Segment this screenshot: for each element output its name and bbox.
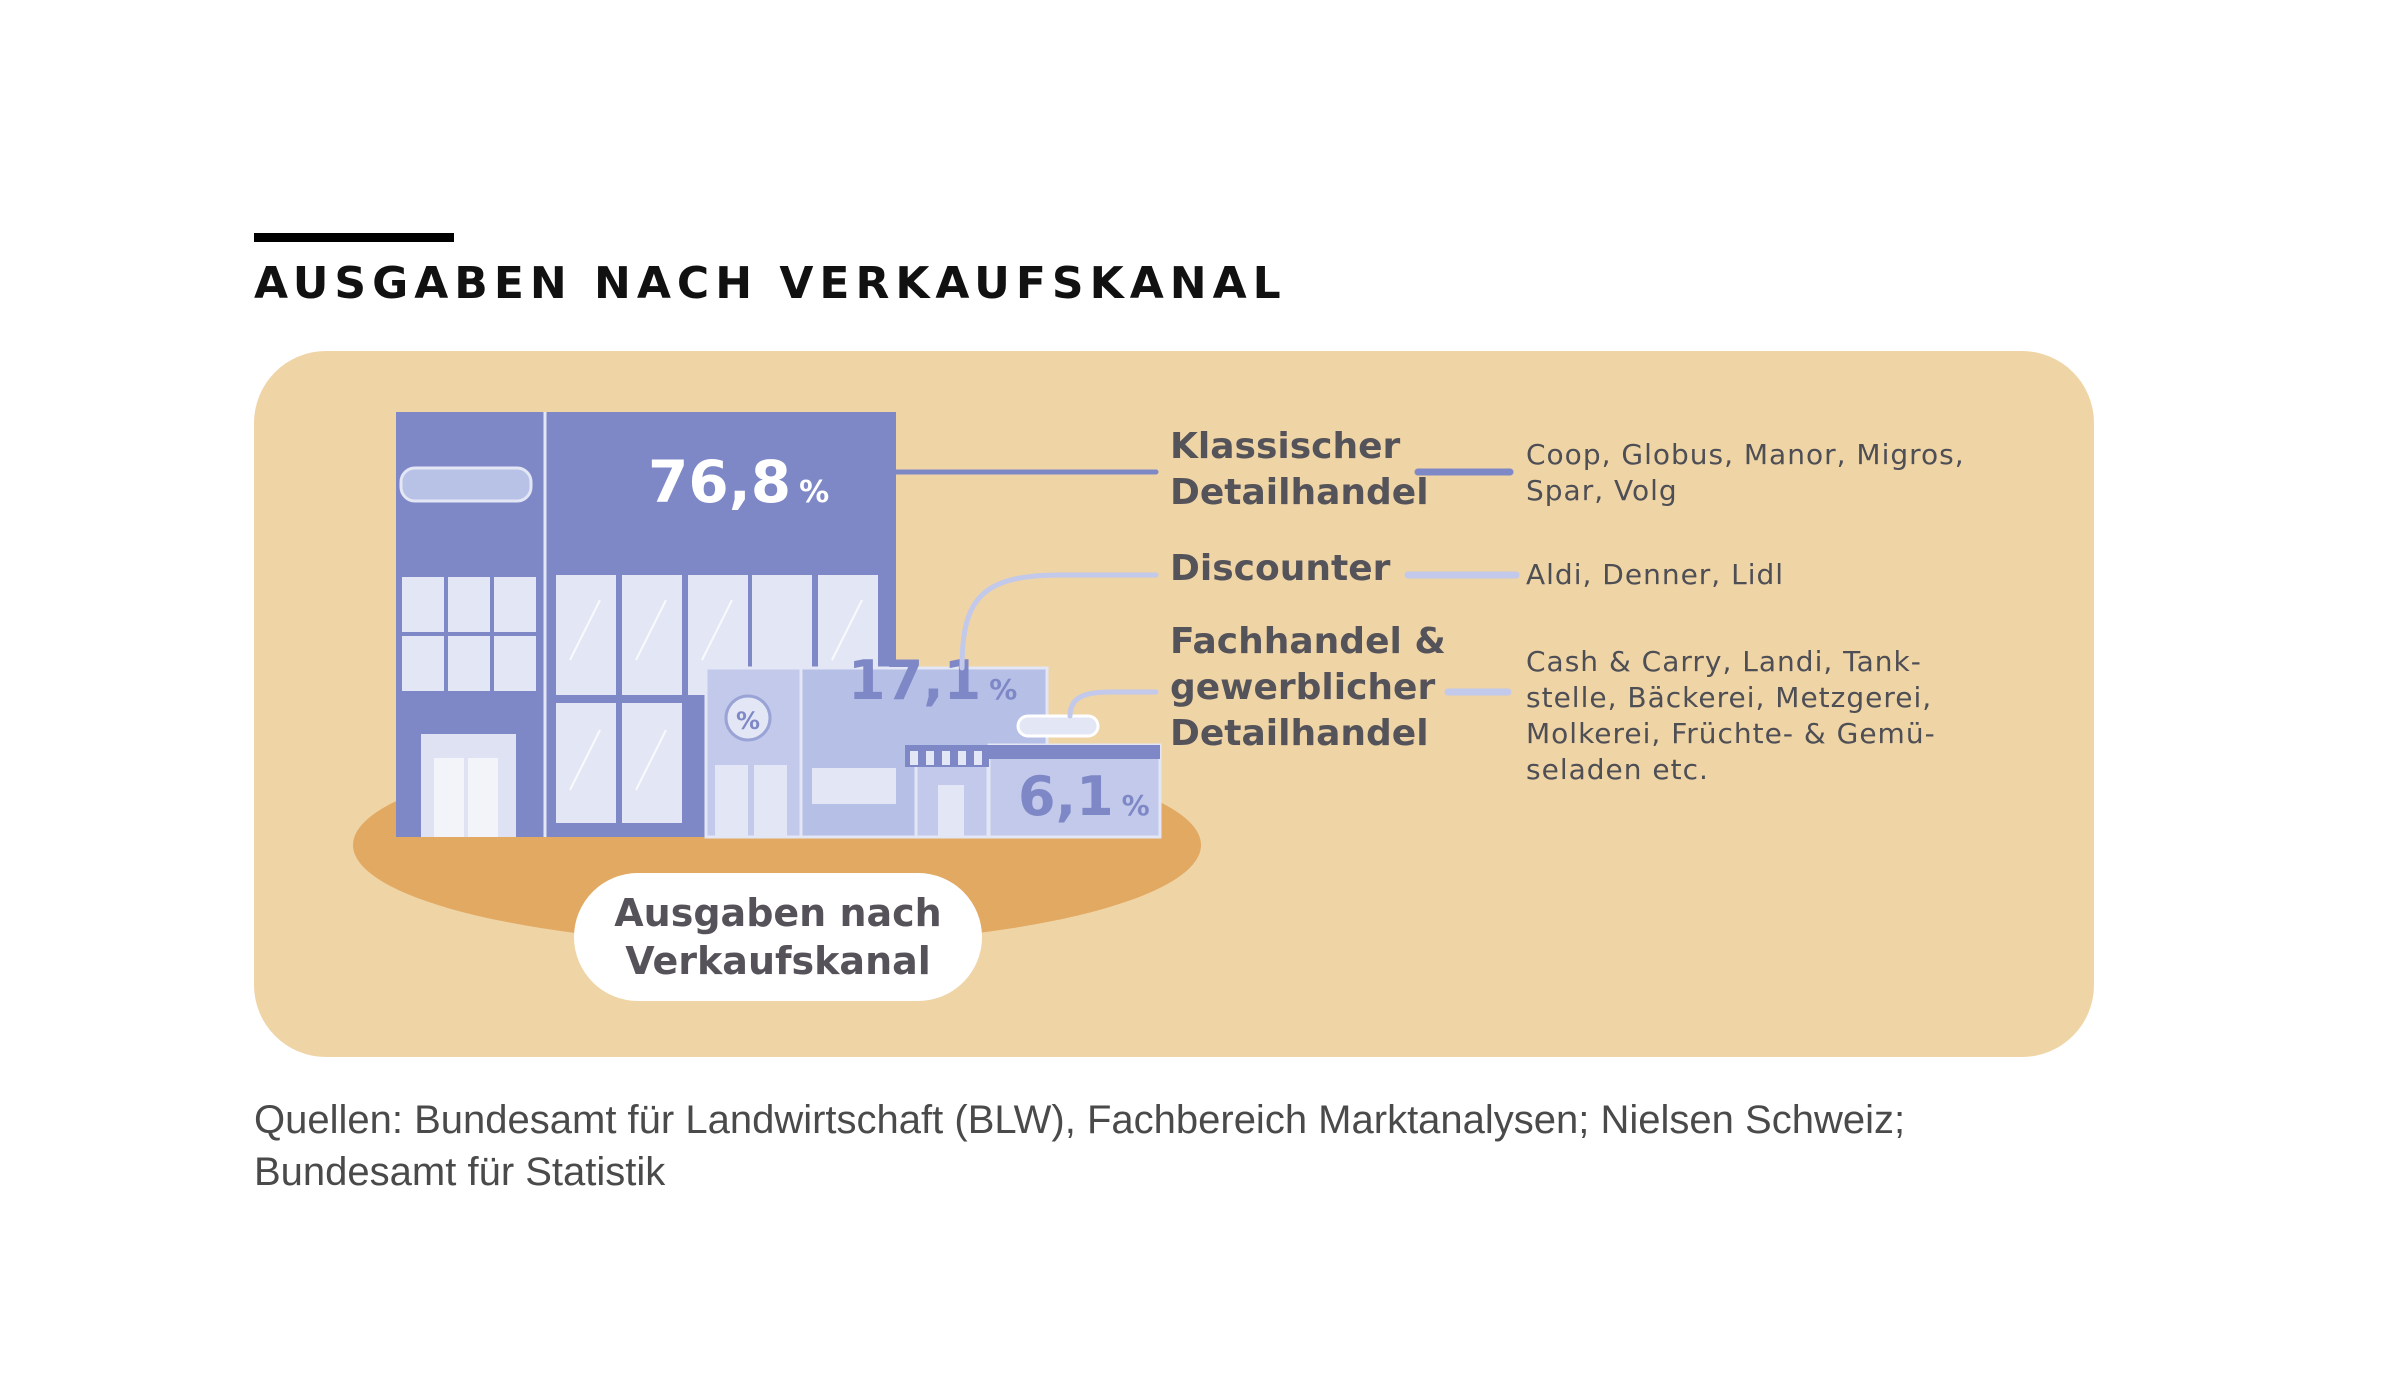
connector-line-2 xyxy=(962,575,1156,668)
data-label-0: 76,8 % xyxy=(648,448,830,516)
examples-fachhandel: Cash & Carry, Landi, Tank- stelle, Bäckerei, Metzgerei, Molkerei, Früchte- & Gemü- seladen etc. xyxy=(1526,645,1936,786)
data-label-2: 6,1 % xyxy=(1018,765,1150,828)
examples-klassischer-detailhandel: Coop, Globus, Manor, Migros, Spar, Volg xyxy=(1526,438,1965,507)
category-label-klassischer-detailhandel: Klassischer Detailhandel xyxy=(1170,426,1429,513)
connector-line-4 xyxy=(1070,692,1156,716)
examples-discounter: Aldi, Denner, Lidl xyxy=(1526,558,1785,591)
center-label: Ausgaben nach Verkaufskanal xyxy=(574,873,982,1001)
page-title: AUSGABEN NACH VERKAUFSKANAL xyxy=(254,258,1287,309)
building-sign xyxy=(401,468,531,501)
data-label-1: 17,1 % xyxy=(848,649,1018,712)
category-label-discounter: Discounter xyxy=(1170,548,1391,589)
source-note: Quellen: Bundesamt für Landwirtschaft (BLW), Fachbereich Marktanalysen; Nielsen Schweiz; Bundesamt für Statistik xyxy=(254,1098,1906,1194)
category-label-fachhandel: Fachhandel & gewerblicher Detailhandel xyxy=(1170,621,1446,754)
percent-badge-label: % xyxy=(735,707,761,735)
building-sign-small xyxy=(1018,716,1098,736)
